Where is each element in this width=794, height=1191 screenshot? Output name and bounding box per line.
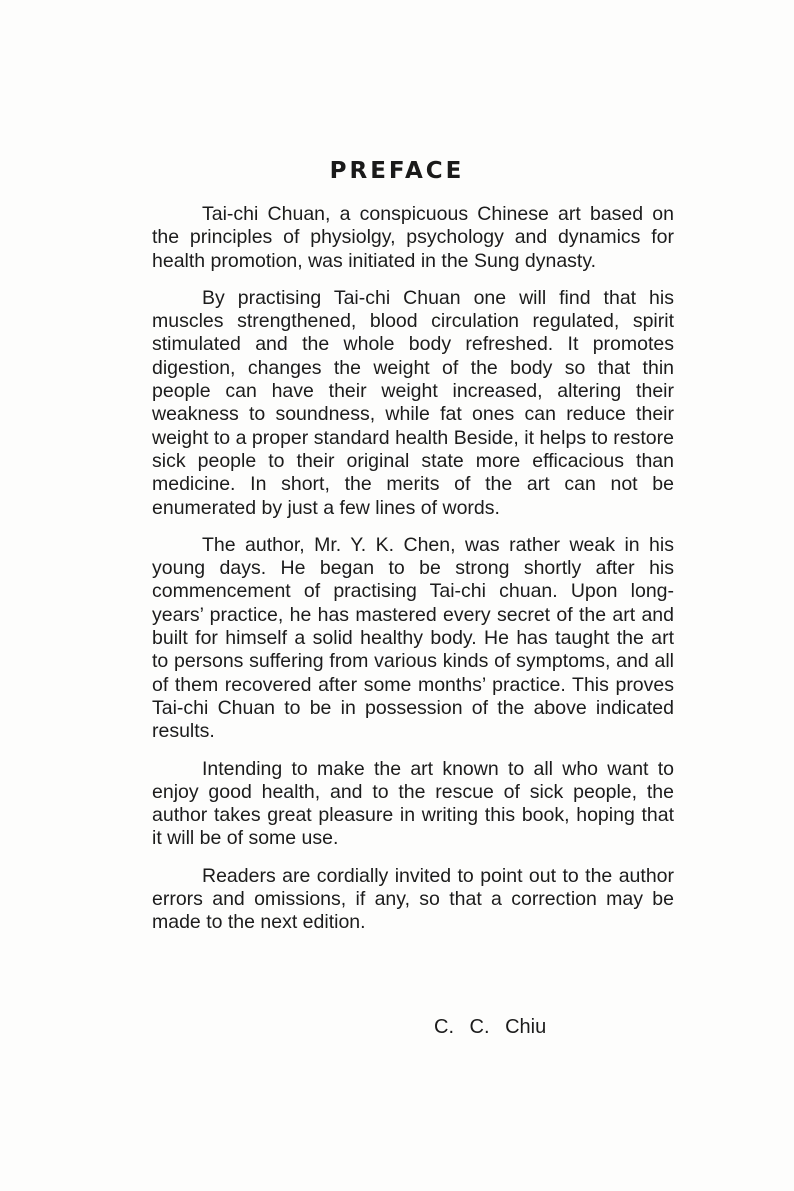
preface-body <box>152 203 674 949</box>
page-title: PREFACE <box>329 158 465 184</box>
paragraph-2: By practising Tai-chi Chuan one will find that his muscles strengthened, blood circulation regulated, spirit stimulated and the whole body refreshed. It promotes digestion, changes the weight of the body so that thin people can have their weight increased, altering their weakness to soundness, while fat ones can reduce their weight to a proper standard health Beside, it helps to restore sick people to their original state more efficacious than medicine. In short, the merits of the art can not be enumerated by just a few lines of words. <box>152 286 674 519</box>
author-signature: C. C. Chiu <box>434 1016 547 1038</box>
paragraph-5: Readers are cordially invited to point out to the author errors and omissions, if any, so that a correction may be made to the next edition. <box>152 864 674 934</box>
paragraph-3: The author, Mr. Y. K. Chen, was rather weak in his young days. He began to be strong shortly after his commencement of practising Tai-chi chuan. Upon long-years’ practice, he has mastered every secret of the art and built for himself a solid healthy body. He has taught the art to persons suffering from various kinds of symptoms, and all of them recovered after some months’ practice. This proves Tai-chi Chuan to be in possession of the above indicated results. <box>152 533 674 743</box>
paragraph-4: Intending to make the art known to all who want to enjoy good health, and to the rescue of sick people, the author takes great pleasure in writing this book, hoping that it will be of some use. <box>152 757 674 850</box>
paragraph-1: Tai-chi Chuan, a conspicuous Chinese art based on the principles of physiolgy, psychology and dynamics for health promotion, was initiated in the Sung dynasty. <box>152 203 674 272</box>
